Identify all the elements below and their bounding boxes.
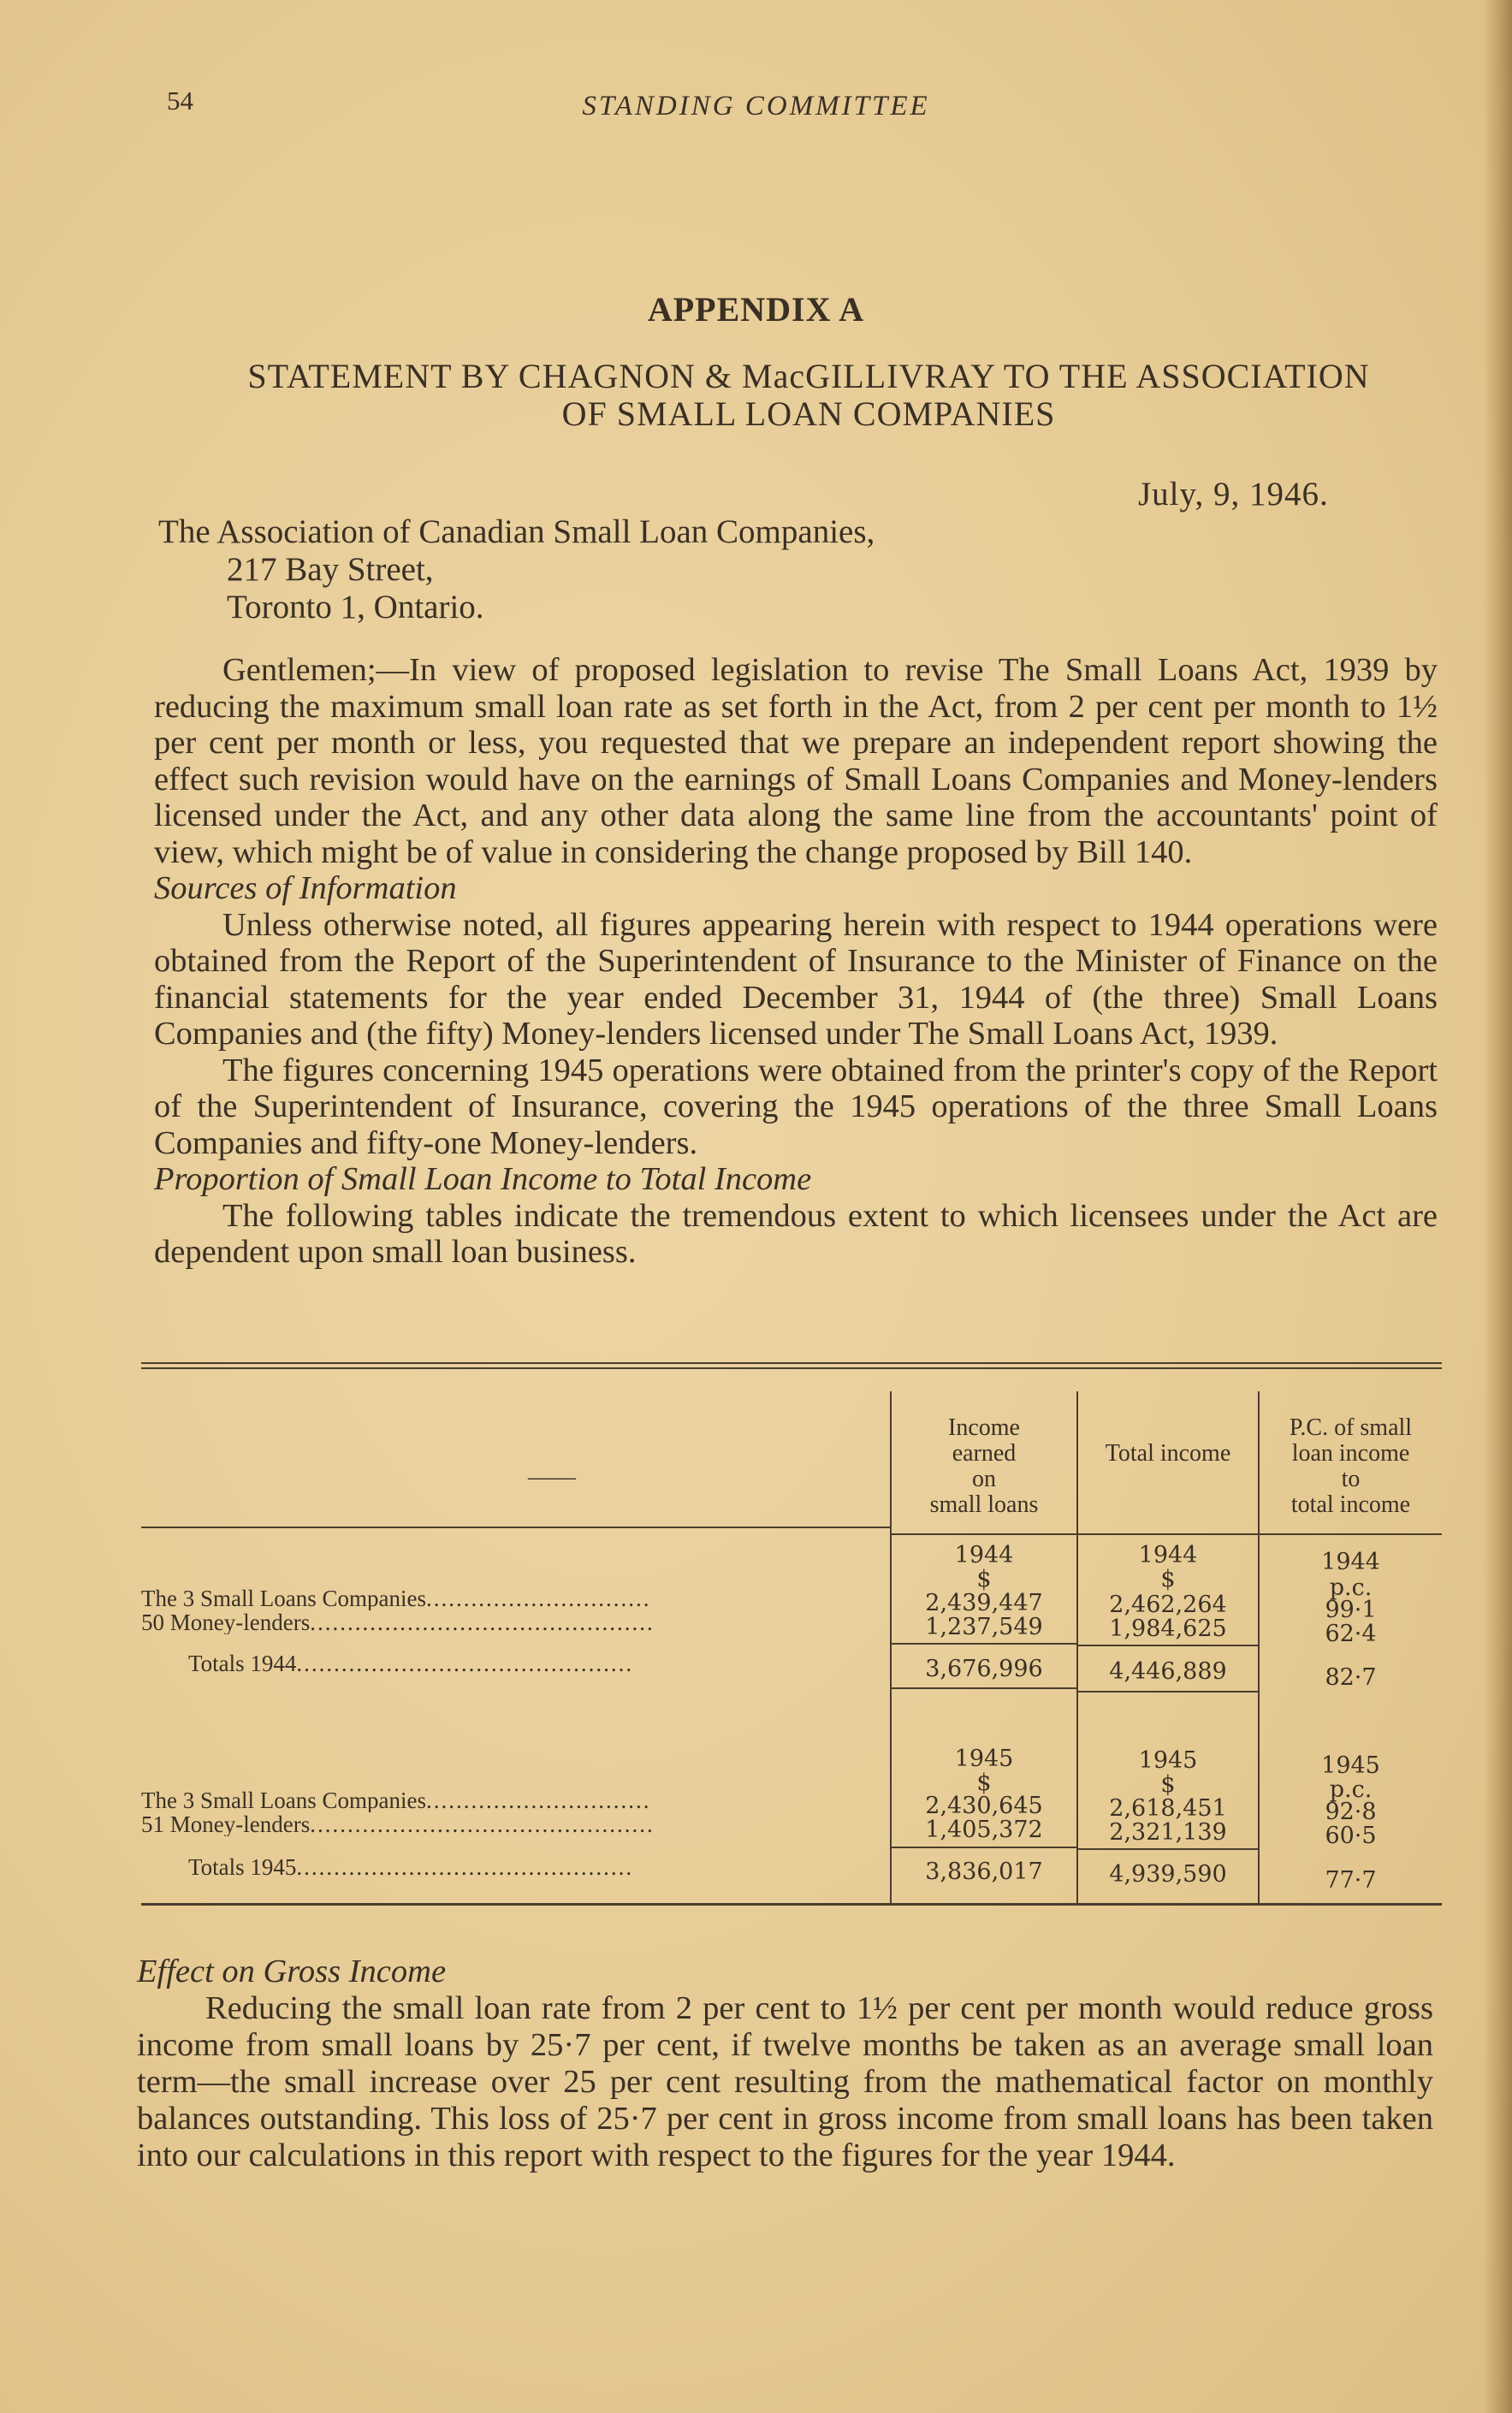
subtotal-rule [892, 1847, 1076, 1848]
table-cell: 1,405,372 [925, 1817, 1043, 1843]
paragraph-proportion: The following tables indicate the tremendous extent to which licensees under the Act are dependent upon small loan business. [154, 1197, 1438, 1270]
running-head: STANDING COMMITTEE [582, 91, 930, 122]
table-cell: 92·8 [1325, 1799, 1377, 1825]
col-header-line: to [1341, 1466, 1361, 1492]
year-label: 1945 [1321, 1752, 1380, 1779]
table-row-label: The 3 Small Loans Companies.............................. [141, 1788, 651, 1812]
unit-label: p.c. [1329, 1574, 1373, 1601]
totals-label-text: Totals 1945 [188, 1855, 297, 1879]
paragraph-gentlemen: Gentlemen;—In view of proposed legislation to revise The Small Loans Act, 1939 by reducing the maximum small loan rate as set forth in the Act, from 2 per cent per month to 1½ per cent per month or less, you requested that we prepare an independent report showing the effect such revision would have on the earnings of Small Loans Companies and Money-lenders licensed under the Act, and any other data along the same line from the accountants' point of view, which might be of value in considering the change proposed by Bill 140. [154, 652, 1438, 870]
table-row-label: The 3 Small Loans Companies.............................. [141, 1586, 651, 1610]
address-line: The Association of Canadian Small Loan Companies, [158, 513, 875, 550]
address-line: 217 Bay Street, [227, 551, 434, 588]
table-bottom-rule [141, 1903, 1442, 1906]
col-header-income-small-loans [892, 1415, 1076, 1518]
col-header-pc [1260, 1415, 1442, 1518]
row-label-text: The 3 Small Loans Companies [141, 1788, 426, 1812]
table-cell: 2,462,264 [1109, 1592, 1227, 1618]
paragraph-sources-1: Unless otherwise noted, all figures appearing herein with respect to 1944 operations were obtained from the Report of the Superintendent of Insurance to the Minister of Finance on the financial statements for the year ended December 31, 1944 of (the three) Small Loans Companies and (the fifty) Money-lenders licensed under The Small Loans Act, 1939. [154, 906, 1438, 1052]
table-cell: 2,430,645 [925, 1793, 1043, 1819]
paragraph-effect: Reducing the small loan rate from 2 per cent to 1½ per cent per month would reduce gross income from small loans by 25·7 per cent, if twelve months be taken as an average small loan term—the small increase over 25 per cent resulting from the mathematical factor on monthly balances outstanding. This loss of 25·7 per cent in gross income from small loans has been taken into our calculations in this report with respect to the figures for the year 1944. [137, 1990, 1433, 2173]
statement-title-line1: STATEMENT BY CHAGNON & MacGILLIVRAY TO THE ASSOCIATION [247, 357, 1370, 395]
table-row-label: 51 Money-lenders.............................................. [141, 1812, 655, 1836]
subhead-effect: Effect on Gross Income [137, 1954, 447, 1989]
table-cell: 60·5 [1325, 1823, 1377, 1849]
unit-label: $ [1160, 1566, 1176, 1592]
stub-header: —— [528, 1464, 576, 1491]
subtotal-rule [1078, 1645, 1258, 1646]
year-label: 1945 [1138, 1747, 1198, 1774]
totals-row-label: Totals 1945............................................. [188, 1855, 634, 1879]
col-header-line: on [972, 1466, 996, 1492]
subtotal-rule [1078, 1848, 1258, 1850]
table-top-rule [141, 1367, 1442, 1369]
table-cell: 2,321,139 [1109, 1819, 1227, 1846]
totals-cell: 4,939,590 [1109, 1861, 1227, 1888]
body-text-upper [154, 652, 1438, 1271]
totals-cell: 77·7 [1325, 1867, 1377, 1894]
body-text-lower [137, 1954, 1433, 2174]
statement-title [150, 358, 1468, 433]
table-cell: 1,984,625 [1109, 1616, 1227, 1642]
page-header [0, 86, 1512, 137]
header-rule [141, 1527, 890, 1528]
totals-row-label: Totals 1944............................................. [188, 1651, 634, 1675]
year-label: 1944 [954, 1542, 1014, 1568]
col-header-line: total income [1290, 1491, 1411, 1518]
unit-label: $ [976, 1770, 992, 1796]
table-top-rule [141, 1362, 1442, 1364]
table-cell: 99·1 [1325, 1597, 1377, 1623]
totals-rule [892, 1687, 1076, 1689]
totals-cell: 82·7 [1325, 1664, 1377, 1691]
page-number: 54 [167, 86, 193, 116]
col-header-line: small loans [929, 1491, 1039, 1518]
totals-label-text: Totals 1944 [188, 1651, 297, 1675]
table-cell: 1,237,549 [925, 1614, 1043, 1640]
address-line: Toronto 1, Ontario. [227, 589, 484, 625]
unit-label: p.c. [1329, 1776, 1373, 1803]
statement-title-line2: OF SMALL LOAN COMPANIES [561, 394, 1056, 433]
year-label: 1945 [954, 1746, 1014, 1772]
subhead-sources: Sources of Information [154, 870, 457, 906]
income-table [141, 1362, 1442, 1931]
unit-label: $ [1160, 1771, 1176, 1798]
row-label-text: 50 Money-lenders [141, 1610, 311, 1634]
totals-rule [1078, 1691, 1258, 1693]
col-header-line: P.C. of small [1289, 1414, 1413, 1441]
unit-label: $ [976, 1566, 992, 1592]
totals-cell: 3,836,017 [925, 1859, 1043, 1885]
table-cell: 2,618,451 [1109, 1795, 1227, 1822]
header-rule [890, 1533, 1442, 1535]
col-header-total-income: Total income [1105, 1440, 1231, 1467]
col-header-line: Income [948, 1414, 1020, 1441]
subhead-proportion: Proportion of Small Loan Income to Total Income [154, 1161, 812, 1197]
appendix-title: APPENDIX A [647, 290, 865, 329]
row-label-text: 51 Money-lenders [141, 1812, 311, 1836]
page-edge-shadow [1483, 0, 1512, 2413]
col-header-line: loan income [1291, 1440, 1410, 1467]
table-cell: 62·4 [1325, 1621, 1377, 1647]
subtotal-rule [892, 1643, 1076, 1645]
address-block [158, 513, 875, 626]
row-label-text: The 3 Small Loans Companies [141, 1586, 426, 1610]
table-row-label: 50 Money-lenders.............................................. [141, 1610, 655, 1634]
year-label: 1944 [1138, 1542, 1198, 1568]
year-label: 1944 [1321, 1549, 1380, 1575]
paragraph-sources-2: The figures concerning 1945 operations were obtained from the printer's copy of the Report of the Superintendent of Insurance, covering the 1945 operations of the three Small Loans Companies and fifty-one Money-lenders. [154, 1052, 1438, 1161]
table-cell: 2,439,447 [925, 1590, 1043, 1616]
totals-cell: 4,446,889 [1109, 1658, 1227, 1685]
totals-cell: 3,676,996 [925, 1656, 1043, 1682]
col-header-line: earned [952, 1440, 1017, 1467]
letter-date: July, 9, 1946. [1138, 476, 1329, 513]
